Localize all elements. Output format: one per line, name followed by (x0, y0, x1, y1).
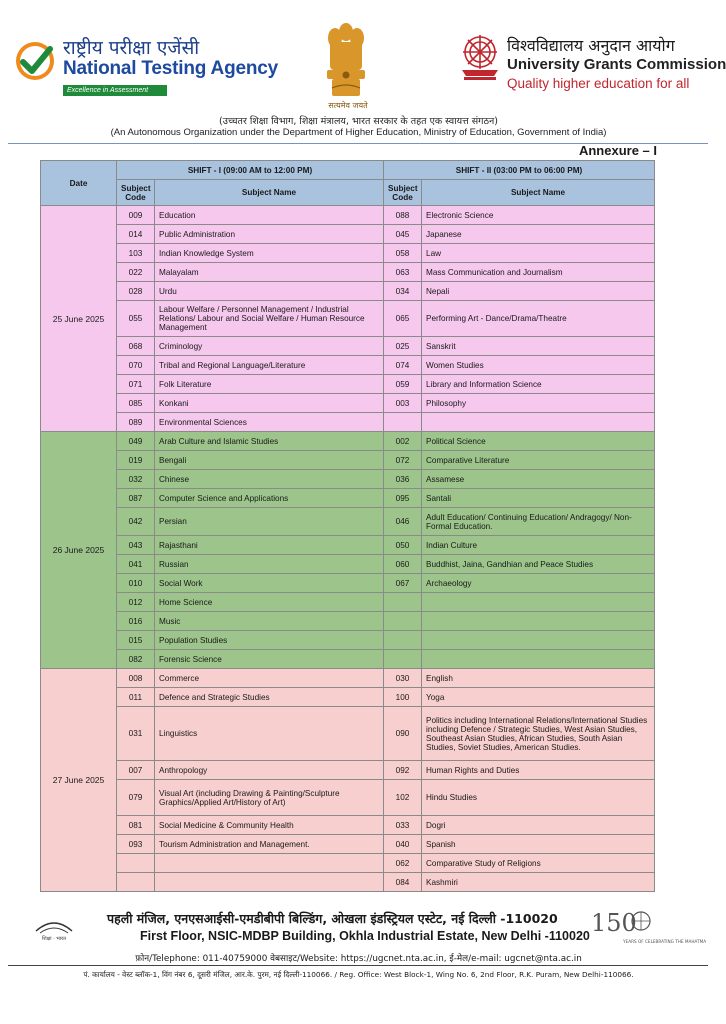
table-body (41, 206, 655, 892)
shift-1-subject-code (117, 873, 155, 892)
shift-2-subject-code: 050 (384, 536, 422, 555)
nta-name-hindi: राष्ट्रीय परीक्षा एजेंसी (63, 37, 200, 59)
letterhead (0, 0, 726, 145)
gandhi-150-number: 150 (591, 909, 637, 937)
ugc-name-english: University Grants Commission (507, 56, 726, 73)
table-row (41, 631, 655, 650)
shift-1-subject-name: Chinese (155, 470, 384, 489)
shift-2-subject-code (384, 593, 422, 612)
shift-2-subject-name: Comparative Literature (422, 451, 655, 470)
footer-divider (8, 965, 708, 966)
shift-2-subject-code: 040 (384, 835, 422, 854)
shift-2-subject-code: 065 (384, 301, 422, 337)
shift-2-subject-name: Dogri (422, 816, 655, 835)
shift-2-subject-name: Human Rights and Duties (422, 761, 655, 780)
shift-2-subject-name: English (422, 669, 655, 688)
table-row (41, 413, 655, 432)
shift-2-name-header: Subject Name (422, 180, 655, 206)
table-row (41, 489, 655, 508)
shift-2-subject-name: Santali (422, 489, 655, 508)
gandhi-150-text: YEARS OF CELEBRATING THE MAHATMA (623, 939, 707, 944)
shift-2-subject-name (422, 631, 655, 650)
shift-1-subject-name: Urdu (155, 282, 384, 301)
shift-2-subject-name: Politics including International Relations/International Studies including Defence / Strategic Studies, West Asian Studies, Southeast Asian Studies, African Studies, South Asian Studies, Soviet Studies, American Studies. (422, 707, 655, 761)
table-row (41, 301, 655, 337)
shift-1-subject-name: Labour Welfare / Personnel Management / Industrial Relations/ Labour and Social Welfare / Human Resource Management (155, 301, 384, 337)
table-row (41, 650, 655, 669)
shift-1-subject-code: 079 (117, 780, 155, 816)
shift-1-subject-code: 055 (117, 301, 155, 337)
date-column-header: Date (41, 161, 117, 206)
shift-2-subject-code: 062 (384, 854, 422, 873)
shift-2-subject-name: Nepali (422, 282, 655, 301)
table-row (41, 835, 655, 854)
shift-2-subject-name: Library and Information Science (422, 375, 655, 394)
shift-1-subject-code: 007 (117, 761, 155, 780)
shift-1-subject-name: Forensic Science (155, 650, 384, 669)
shift-1-subject-name: Anthropology (155, 761, 384, 780)
shift-1-subject-name: Social Medicine & Community Health (155, 816, 384, 835)
shift-2-subject-code: 067 (384, 574, 422, 593)
shift-2-subject-name: Spanish (422, 835, 655, 854)
shift-2-subject-code: 058 (384, 244, 422, 263)
shift-2-subject-name (422, 650, 655, 669)
shift-2-subject-code: 088 (384, 206, 422, 225)
shift-1-header: SHIFT - I (09:00 AM to 12:00 PM) (117, 161, 384, 180)
shift-1-subject-code: 011 (117, 688, 155, 707)
shift-1-subject-code: 089 (117, 413, 155, 432)
shift-1-subject-code (117, 854, 155, 873)
address-hindi: पहली मंजिल, एनएसआईसी-एमडीबीपी बिल्डिंग, ओखला इंडस्ट्रियल एस्टेट, नई दिल्ली -110020 (107, 911, 558, 926)
shift-1-subject-code: 010 (117, 574, 155, 593)
shift-2-subject-code: 084 (384, 873, 422, 892)
table-row (41, 707, 655, 761)
shift-1-subject-name: Tribal and Regional Language/Literature (155, 356, 384, 375)
shift-1-subject-code: 070 (117, 356, 155, 375)
shift-2-subject-name: Kashmiri (422, 873, 655, 892)
shift-1-subject-name: Konkani (155, 394, 384, 413)
table-row (41, 780, 655, 816)
shift-2-subject-name: Mass Communication and Journalism (422, 263, 655, 282)
shift-2-subject-code: 072 (384, 451, 422, 470)
shift-1-subject-code: 014 (117, 225, 155, 244)
table-row (41, 451, 655, 470)
shift-1-subject-name: Commerce (155, 669, 384, 688)
shift-1-code-header: Subject Code (117, 180, 155, 206)
shift-2-subject-name: Law (422, 244, 655, 263)
subtitle-english: (An Autonomous Organization under the Department of Higher Education, Ministry of Education, Government of India) (110, 127, 607, 138)
shift-1-subject-code: 043 (117, 536, 155, 555)
shift-1-subject-name: Criminology (155, 337, 384, 356)
shift-2-subject-name: Electronic Science (422, 206, 655, 225)
table-row (41, 282, 655, 301)
shift-1-subject-code: 031 (117, 707, 155, 761)
shift-1-subject-code: 012 (117, 593, 155, 612)
table-row (41, 761, 655, 780)
shift-1-subject-code: 082 (117, 650, 155, 669)
table-row (41, 337, 655, 356)
table-row (41, 555, 655, 574)
shift-2-subject-code: 090 (384, 707, 422, 761)
shift-2-subject-code: 003 (384, 394, 422, 413)
shift-2-code-header: Subject Code (384, 180, 422, 206)
shift-2-subject-name: Assamese (422, 470, 655, 489)
subtitle-hindi: (उच्चतर शिक्षा विभाग, शिक्षा मंत्रालय, भारत सरकार के तहत एक स्वायत्त संगठन) (219, 116, 498, 127)
exam-date-cell: 26 June 2025 (41, 432, 117, 669)
national-emblem-icon (322, 18, 370, 100)
shift-1-subject-name: Rajasthani (155, 536, 384, 555)
education-logo-text: शिक्षा · भारत (41, 936, 67, 942)
table-row (41, 394, 655, 413)
shift-2-subject-code: 034 (384, 282, 422, 301)
shift-1-subject-name: Public Administration (155, 225, 384, 244)
shift-1-subject-code: 016 (117, 612, 155, 631)
shift-1-subject-name: Education (155, 206, 384, 225)
shift-1-subject-code: 087 (117, 489, 155, 508)
shift-2-subject-code: 063 (384, 263, 422, 282)
shift-1-subject-name: Social Work (155, 574, 384, 593)
shift-2-subject-name (422, 593, 655, 612)
exam-date-cell: 25 June 2025 (41, 206, 117, 432)
shift-2-subject-code: 074 (384, 356, 422, 375)
shift-2-subject-code: 059 (384, 375, 422, 394)
shift-2-subject-name: Archaeology (422, 574, 655, 593)
shift-2-subject-name: Performing Art - Dance/Drama/Theatre (422, 301, 655, 337)
shift-1-subject-name: Indian Knowledge System (155, 244, 384, 263)
shift-1-subject-name: Population Studies (155, 631, 384, 650)
shift-2-subject-code: 002 (384, 432, 422, 451)
ugc-name-hindi: विश्वविद्यालय अनुदान आयोग (507, 36, 675, 55)
gandhi-150-logo-icon (589, 905, 707, 949)
exam-date-cell: 27 June 2025 (41, 669, 117, 892)
shift-1-subject-code: 068 (117, 337, 155, 356)
shift-1-subject-code: 008 (117, 669, 155, 688)
shift-1-subject-name (155, 854, 384, 873)
nta-name-english: National Testing Agency (63, 58, 278, 79)
table-row (41, 470, 655, 489)
table-row (41, 206, 655, 225)
shift-1-subject-name: Defence and Strategic Studies (155, 688, 384, 707)
registered-office-line: पं. कार्यालय - वेस्ट ब्लॉक-1, विंग नंबर 6, दूसरी मंजिल, आर.के. पुरम, नई दिल्ली-110066. / Reg. Office: West Block-1, Wing No. 6, 2nd Floor, R.K. Puram, New Delhi-110066. (83, 970, 634, 979)
shift-2-subject-code: 045 (384, 225, 422, 244)
shift-1-subject-name: Tourism Administration and Management. (155, 835, 384, 854)
shift-2-subject-name: Hindu Studies (422, 780, 655, 816)
shift-1-subject-code: 081 (117, 816, 155, 835)
shift-1-subject-name: Malayalam (155, 263, 384, 282)
table-row (41, 244, 655, 263)
shift-2-subject-name: Yoga (422, 688, 655, 707)
shift-1-subject-code: 093 (117, 835, 155, 854)
table-row (41, 508, 655, 536)
shift-1-subject-name: Computer Science and Applications (155, 489, 384, 508)
table-row (41, 593, 655, 612)
shift-2-subject-name: Political Science (422, 432, 655, 451)
nta-checkmark-logo-icon (14, 40, 56, 82)
shift-2-subject-name: Women Studies (422, 356, 655, 375)
table-row (41, 669, 655, 688)
shift-1-subject-name: Persian (155, 508, 384, 536)
emblem-motto: सत्यमेव जयते (328, 101, 368, 110)
shift-1-subject-code: 032 (117, 470, 155, 489)
shift-1-subject-code: 015 (117, 631, 155, 650)
shift-2-subject-name (422, 612, 655, 631)
shift-2-subject-name: Japanese (422, 225, 655, 244)
shift-1-subject-name: Environmental Sciences (155, 413, 384, 432)
table-row (41, 263, 655, 282)
shift-2-subject-code: 095 (384, 489, 422, 508)
shift-2-subject-code: 046 (384, 508, 422, 536)
table-row (41, 612, 655, 631)
shift-2-subject-code (384, 650, 422, 669)
shift-1-subject-name: Home Science (155, 593, 384, 612)
shift-2-subject-code: 036 (384, 470, 422, 489)
table-row (41, 854, 655, 873)
address-english: First Floor, NSIC-MDBP Building, Okhla Industrial Estate, New Delhi -110020 (140, 929, 590, 943)
shift-2-subject-name: Comparative Study of Religions (422, 854, 655, 873)
table-row (41, 356, 655, 375)
shift-2-subject-name: Indian Culture (422, 536, 655, 555)
table-row (41, 432, 655, 451)
shift-1-subject-name: Bengali (155, 451, 384, 470)
shift-2-subject-name (422, 413, 655, 432)
ugc-tagline: Quality higher education for all (507, 76, 690, 91)
annexure-heading: Annexure – I (578, 143, 657, 158)
exam-schedule-table (40, 160, 655, 892)
shift-2-subject-code: 030 (384, 669, 422, 688)
shift-1-subject-code: 071 (117, 375, 155, 394)
shift-1-subject-code: 085 (117, 394, 155, 413)
shift-1-subject-code: 009 (117, 206, 155, 225)
table-row (41, 574, 655, 593)
shift-1-subject-code: 019 (117, 451, 155, 470)
table-row (41, 536, 655, 555)
shift-2-subject-code: 033 (384, 816, 422, 835)
table-header-row (41, 161, 655, 180)
contact-line: फ़ोन/Telephone: 011-40759000 वेबसाइट/Website: https://ugcnet.nta.ac.in, ई-मेल/e-mail: ugcnet@nta.ac.in (135, 954, 582, 964)
shift-2-subject-name: Philosophy (422, 394, 655, 413)
shift-1-subject-name: Linguistics (155, 707, 384, 761)
shift-2-subject-code: 102 (384, 780, 422, 816)
shift-2-header: SHIFT - II (03:00 PM to 06:00 PM) (384, 161, 655, 180)
shift-2-subject-name: Buddhist, Jaina, Gandhian and Peace Studies (422, 555, 655, 574)
shift-2-subject-code: 060 (384, 555, 422, 574)
shift-1-name-header: Subject Name (155, 180, 384, 206)
shift-2-subject-code (384, 612, 422, 631)
shift-1-subject-code: 049 (117, 432, 155, 451)
shift-1-subject-code: 103 (117, 244, 155, 263)
shift-2-subject-code (384, 631, 422, 650)
shift-1-subject-name: Music (155, 612, 384, 631)
shift-2-subject-code: 100 (384, 688, 422, 707)
shift-1-subject-name: Visual Art (including Drawing & Painting/Sculpture Graphics/Applied Art/History of Art) (155, 780, 384, 816)
table-row (41, 225, 655, 244)
table-subheader-row (41, 180, 655, 206)
shift-1-subject-name: Russian (155, 555, 384, 574)
shift-2-subject-name: Adult Education/ Continuing Education/ Andragogy/ Non-Formal Education. (422, 508, 655, 536)
shift-2-subject-code (384, 413, 422, 432)
table-row (41, 816, 655, 835)
shift-1-subject-code: 028 (117, 282, 155, 301)
shift-1-subject-code: 041 (117, 555, 155, 574)
shift-2-subject-name: Sanskrit (422, 337, 655, 356)
nta-tagline: Excellence in Assessment (63, 85, 167, 96)
shift-1-subject-code: 022 (117, 263, 155, 282)
shift-1-subject-name (155, 873, 384, 892)
table-row (41, 873, 655, 892)
shift-2-subject-code: 025 (384, 337, 422, 356)
table-row (41, 688, 655, 707)
shift-1-subject-name: Folk Literature (155, 375, 384, 394)
shift-2-subject-code: 092 (384, 761, 422, 780)
table-row (41, 375, 655, 394)
ugc-logo-icon (458, 32, 502, 82)
shift-1-subject-code: 042 (117, 508, 155, 536)
shift-1-subject-name: Arab Culture and Islamic Studies (155, 432, 384, 451)
education-ministry-logo-icon (32, 913, 76, 943)
